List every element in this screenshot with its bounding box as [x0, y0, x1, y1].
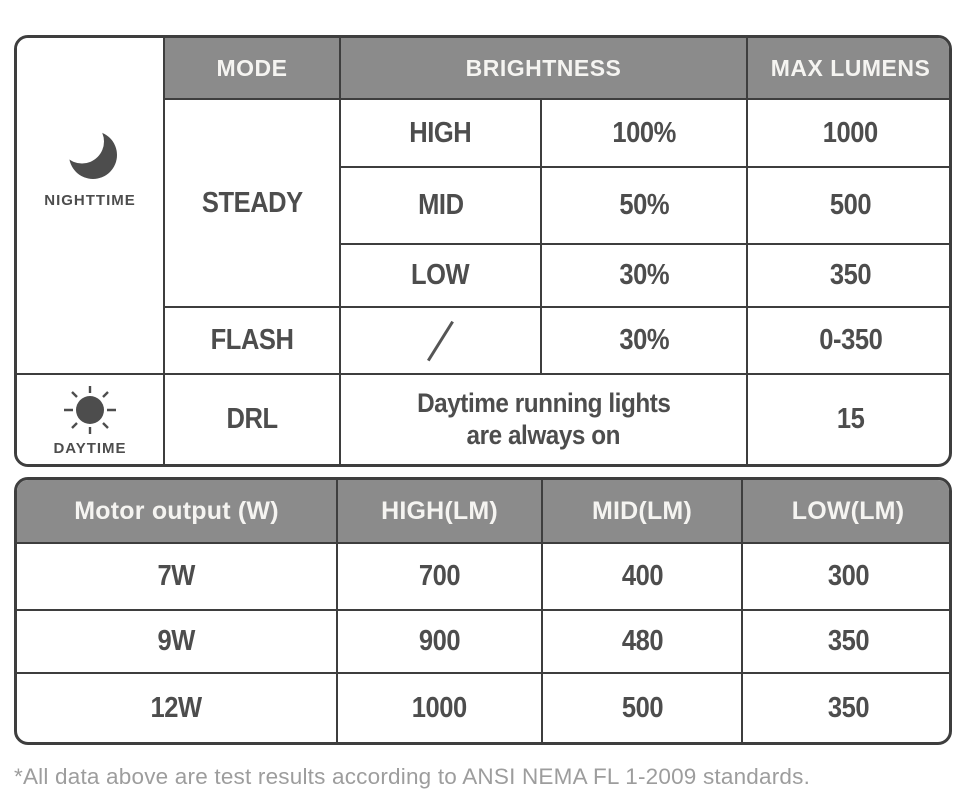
flash-lumens-value: 0-350 — [818, 324, 883, 356]
max-lumens-column-header: MAX LUMENS — [747, 37, 952, 99]
slash-icon — [427, 320, 453, 360]
motor-12w-high-value: 1000 — [411, 691, 467, 724]
drl-mode-label: DRL — [226, 403, 278, 435]
drl-lumens-cell — [747, 374, 952, 465]
flash-level-cell — [340, 307, 541, 374]
flash-brightness-cell — [541, 307, 747, 374]
mid-lumens-value: 500 — [829, 189, 872, 221]
flash-brightness-value: 30% — [619, 324, 669, 356]
mid-lm-column-header: MID(LM) — [542, 479, 742, 543]
motor-9w-low-cell — [742, 610, 952, 673]
low-brightness-value: 30% — [619, 259, 669, 291]
high-lumens-cell — [747, 99, 952, 167]
mid-brightness-value: 50% — [619, 189, 669, 221]
high-brightness-value: 100% — [612, 116, 676, 149]
high-level-cell — [340, 99, 541, 167]
motor-row-12w — [16, 673, 952, 743]
mid-level-label: MID — [417, 189, 464, 221]
motor-9w-high-cell — [337, 610, 542, 673]
motor-12w-cell — [16, 673, 337, 743]
motor-12w-high-cell — [337, 673, 542, 743]
drl-lumens-value: 15 — [836, 403, 865, 435]
high-level-label: HIGH — [409, 116, 472, 149]
motor-7w-high-cell — [337, 543, 542, 610]
motor-12w-mid-value: 500 — [621, 691, 663, 724]
motor-7w-mid-value: 400 — [621, 560, 663, 592]
nighttime-label: NIGHTTIME — [44, 192, 136, 209]
steady-mode-cell — [164, 99, 340, 307]
nighttime-cell — [16, 37, 164, 374]
motor-9w-mid-cell — [542, 610, 742, 673]
motor-output-table — [14, 477, 952, 745]
low-lumens-cell — [747, 244, 952, 307]
mode-column-header: MODE — [164, 37, 340, 99]
motor-9w-high-value: 900 — [418, 625, 461, 657]
motor-12w-mid-cell — [542, 673, 742, 743]
motor-7w-mid-cell — [542, 543, 742, 610]
motor-9w-low-value: 350 — [827, 625, 869, 657]
high-brightness-cell — [541, 99, 747, 167]
low-lumens-value: 350 — [829, 259, 872, 291]
low-level-cell — [340, 244, 541, 307]
motor-7w-cell — [16, 543, 337, 610]
motor-row-7w — [16, 543, 952, 610]
mid-level-cell — [340, 167, 541, 244]
motor-12w-label: 12W — [150, 691, 203, 724]
mode-table-header-row — [16, 37, 952, 99]
drl-row — [16, 374, 952, 465]
brightness-column-header: BRIGHTNESS — [340, 37, 747, 99]
daytime-cell — [16, 374, 164, 465]
motor-12w-low-cell — [742, 673, 952, 743]
sun-icon — [17, 384, 163, 438]
drl-description-line2: are always on — [466, 419, 621, 450]
nighttime-content — [17, 38, 163, 209]
motor-7w-high-value: 700 — [418, 560, 461, 592]
steady-mode-label: STEADY — [201, 186, 303, 219]
moon-icon — [17, 124, 163, 182]
standards-footnote: *All data above are test results according to ANSI NEMA FL 1-2009 standards. — [14, 764, 811, 789]
drl-mode-cell — [164, 374, 340, 465]
drl-description-line1: Daytime running lights — [416, 387, 671, 418]
motor-12w-low-value: 350 — [827, 691, 869, 724]
low-brightness-cell — [541, 244, 747, 307]
flash-mode-label: FLASH — [210, 324, 294, 356]
low-level-label: LOW — [411, 259, 470, 291]
flash-mode-cell — [164, 307, 340, 374]
motor-row-9w — [16, 610, 952, 673]
motor-7w-low-cell — [742, 543, 952, 610]
mode-brightness-table-grid — [15, 36, 952, 466]
motor-7w-label: 7W — [157, 560, 196, 592]
motor-9w-label: 9W — [157, 625, 196, 657]
motor-output-table-grid — [15, 478, 952, 744]
high-lumens-value: 1000 — [823, 116, 879, 149]
mid-lumens-cell — [747, 167, 952, 244]
motor-output-column-header: Motor output (W) — [16, 479, 337, 543]
low-lm-column-header: LOW(LM) — [742, 479, 952, 543]
motor-9w-mid-value: 480 — [621, 625, 663, 657]
mode-brightness-table — [14, 35, 952, 467]
drl-description — [341, 388, 746, 452]
daytime-label: DAYTIME — [53, 440, 127, 457]
motor-9w-cell — [16, 610, 337, 673]
motor-table-header-row — [16, 479, 952, 543]
drl-description-cell — [340, 374, 747, 465]
mid-brightness-cell — [541, 167, 747, 244]
motor-7w-low-value: 300 — [827, 560, 869, 592]
high-lm-column-header: HIGH(LM) — [337, 479, 542, 543]
flash-lumens-cell — [747, 307, 952, 374]
